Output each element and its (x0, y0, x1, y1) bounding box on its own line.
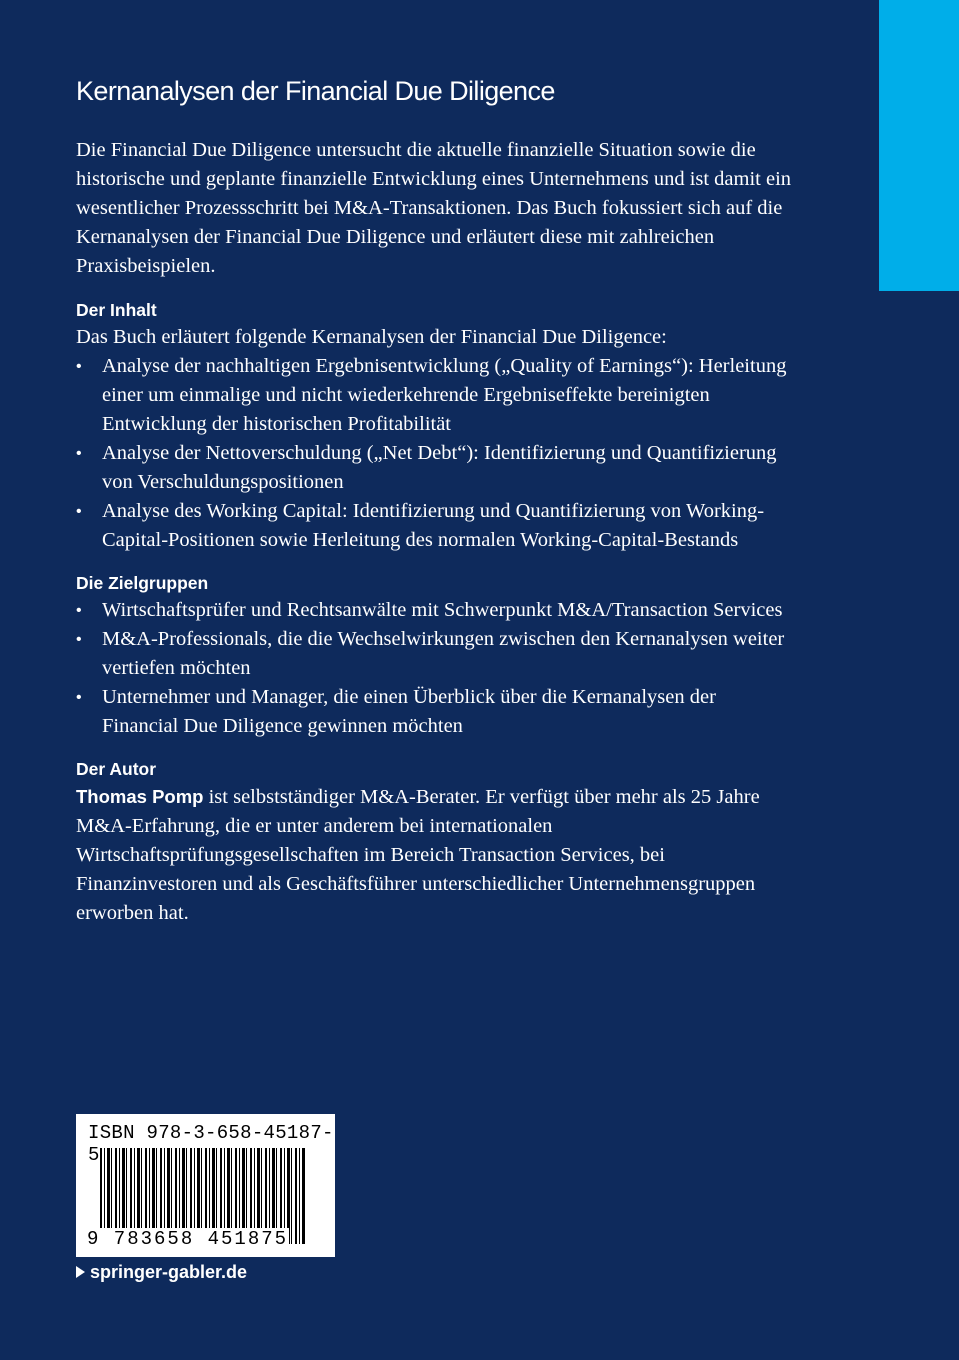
list-item: • Wirtschaftsprüfer und Rechtsanwälte mit Schwerpunkt M&A/Transaction Services (76, 596, 796, 625)
zielgruppen-list (76, 596, 796, 741)
author-bio (76, 782, 796, 928)
section-zielgruppen (76, 570, 796, 741)
book-title: Kernanalysen der Financial Due Diligence (76, 76, 555, 106)
author-bio-text: ist selbstständiger M&A-Berater. Er verfügt über mehr als 25 Jahre M&A-Erfahrung, die er unter anderem bei internationalen Wirtschaftsprüfungsgesellschaften im Bereich Transaction Services, bei Finanzinvestoren und als Geschäftsführer unterschiedlicher Unternehmensgruppen erworben hat. (76, 786, 760, 924)
accent-bar (879, 0, 959, 291)
list-item: • Analyse der Nettoverschuldung („Net Debt“): Identifizierung und Quantifizierung von Verschuldungspositionen (76, 439, 796, 497)
author-name: Thomas Pomp (76, 786, 204, 807)
website-label: springer-gabler.de (90, 1262, 248, 1282)
section-autor (76, 756, 796, 928)
list-item: • Unternehmer und Manager, die einen Überblick über die Kernanalysen der Financial Due Diligence gewinnen möchten (76, 683, 796, 741)
inhalt-lead: Das Buch erläutert folgende Kernanalysen der Financial Due Diligence: (76, 326, 667, 348)
section-inhalt (76, 297, 796, 555)
section-heading-zielgruppen: Die Zielgruppen (76, 573, 209, 593)
arrow-right-icon (76, 1266, 85, 1278)
section-heading-inhalt: Der Inhalt (76, 300, 157, 320)
intro-paragraph: Die Financial Due Diligence untersucht die aktuelle finanzielle Situation sowie die historische und geplante finanzielle Entwicklung eines Unternehmens und ist damit ein wesentlicher Prozessschritt bei M&A-Transaktionen. Das Buch fokussiert sich auf die Kernanalysen der Financial Due Diligence und erläutert diese mit zahlreichen Praxisbeispielen. (76, 139, 792, 277)
back-cover-text (76, 74, 796, 928)
publisher-website-link[interactable] (76, 1262, 247, 1283)
barcode-number: 9 783658 451875 (87, 1228, 289, 1250)
isbn-label: ISBN 978-3-658-45187-5 (88, 1122, 334, 1166)
list-item: • Analyse der nachhaltigen Ergebnisentwicklung („Quality of Earnings“): Herleitung einer um einmalige und nicht wiederkehrende Ergebniseffekte bereinigten Entwicklung der historischen Profitabilität (76, 352, 796, 439)
barcode-digits (86, 1228, 326, 1250)
inhalt-list (76, 352, 796, 555)
list-item: • Analyse des Working Capital: Identifizierung und Quantifizierung von Working-Capital-Positionen sowie Herleitung des normalen Working-Capital-Bestands (76, 497, 796, 555)
section-heading-autor: Der Autor (76, 759, 157, 779)
isbn-barcode-box (76, 1114, 335, 1257)
list-item: • M&A-Professionals, die die Wechselwirkungen zwischen den Kernanalysen weiter vertiefen möchten (76, 625, 796, 683)
